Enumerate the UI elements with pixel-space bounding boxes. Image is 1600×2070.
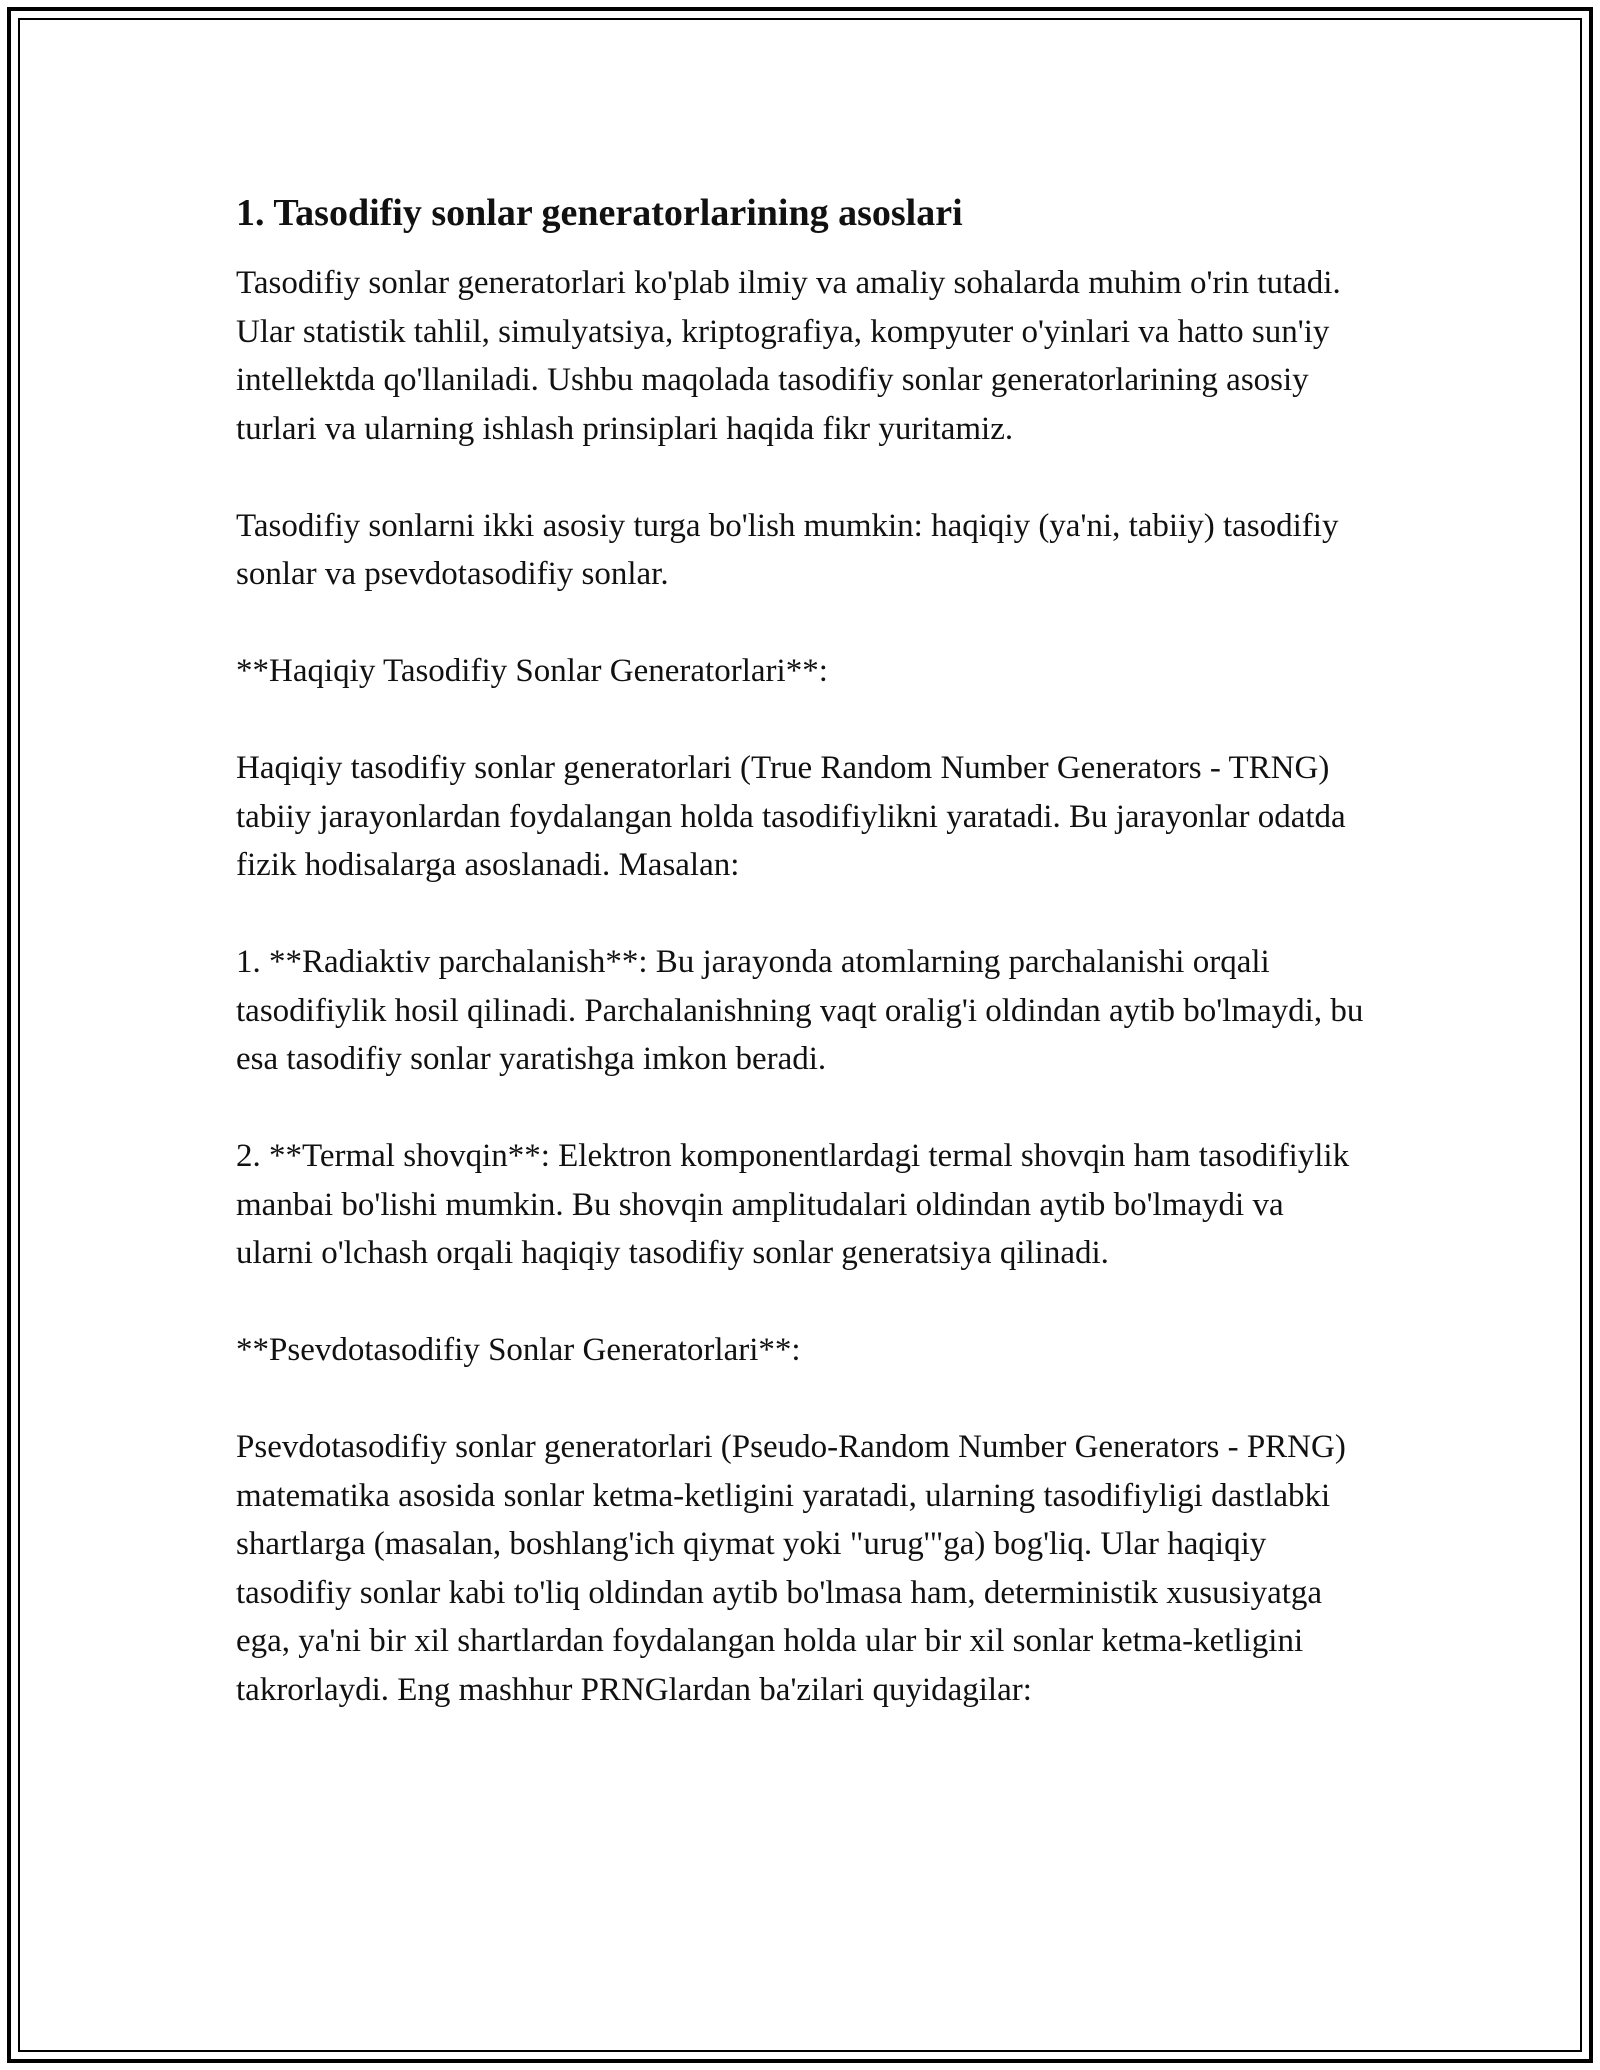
paragraph-trng: Haqiqiy tasodifiy sonlar generatorlari (True Random Number Generators - TRNG) tabiiy jarayonlardan foydalangan holda tasodifiylikni yaratadi. Bu jarayonlar odatda fizik hodisalarga asoslanadi. Masalan:: [236, 750, 1346, 883]
paragraph-prng: Psevdotasodifiy sonlar generatorlari (Pseudo-Random Number Generators - PRNG) matematika asosida sonlar ketma-ketligini yaratadi, ularning tasodifiyligi dastlabki shartlarga (masalan, boshlang'ich qiymat yoki "urug'"ga) bog'liq. Ular haqiqiy tasodifiy sonlar kabi to'liq oldindan aytib bo'lmasa ham, deterministik xususiyatga ega, ya'ni bir xil shartlardan foydalangan holda ular bir xil sonlar ketma-ketligini takrorlaydi. Eng mashhur PRNGlardan ba'zilari quyidagilar:: [236, 1429, 1346, 1708]
list-item-thermal: 2. **Termal shovqin**: Elektron komponentlardagi termal shovqin ham tasodifiylik manbai bo'lishi mumkin. Bu shovqin amplitudalari oldindan aytib bo'lmaydi va ularni o'lchash orqali haqiqiy tasodifiy sonlar generatsiya qilinadi.: [236, 1138, 1350, 1271]
document-body: [236, 185, 1366, 1763]
list-item-radioactive: 1. **Radiaktiv parchalanish**: Bu jarayonda atomlarning parchalanishi orqali tasodifiylik hosil qilinadi. Parchalanishning vaqt oralig'i oldindan aytib bo'lmaydi, bu esa tasodifiy sonlar yaratishga imkon beradi.: [236, 944, 1364, 1077]
paragraph-types: Tasodifiy sonlarni ikki asosiy turga bo'lish mumkin: haqiqiy (ya'ni, tabiiy) tasodifiy sonlar va psevdotasodifiy sonlar.: [236, 507, 1339, 592]
subheading-prng: **Psevdotasodifiy Sonlar Generatorlari**:: [236, 1332, 801, 1368]
subheading-trng: **Haqiqiy Tasodifiy Sonlar Generatorlari**:: [236, 653, 828, 689]
section-heading: 1. Tasodifiy sonlar generatorlarining asoslari: [236, 192, 963, 234]
paragraph-intro: Tasodifiy sonlar generatorlari ko'plab ilmiy va amaliy sohalarda muhim o'rin tutadi. Ular statistik tahlil, simulyatsiya, kriptografiya, kompyuter o'yinlari va hatto sun'iy intellektda qo'llaniladi. Ushbu maqolada tasodifiy sonlar generatorlarining asosiy turlari va ularning ishlash prinsiplari haqida fikr yuritamiz.: [236, 265, 1341, 447]
